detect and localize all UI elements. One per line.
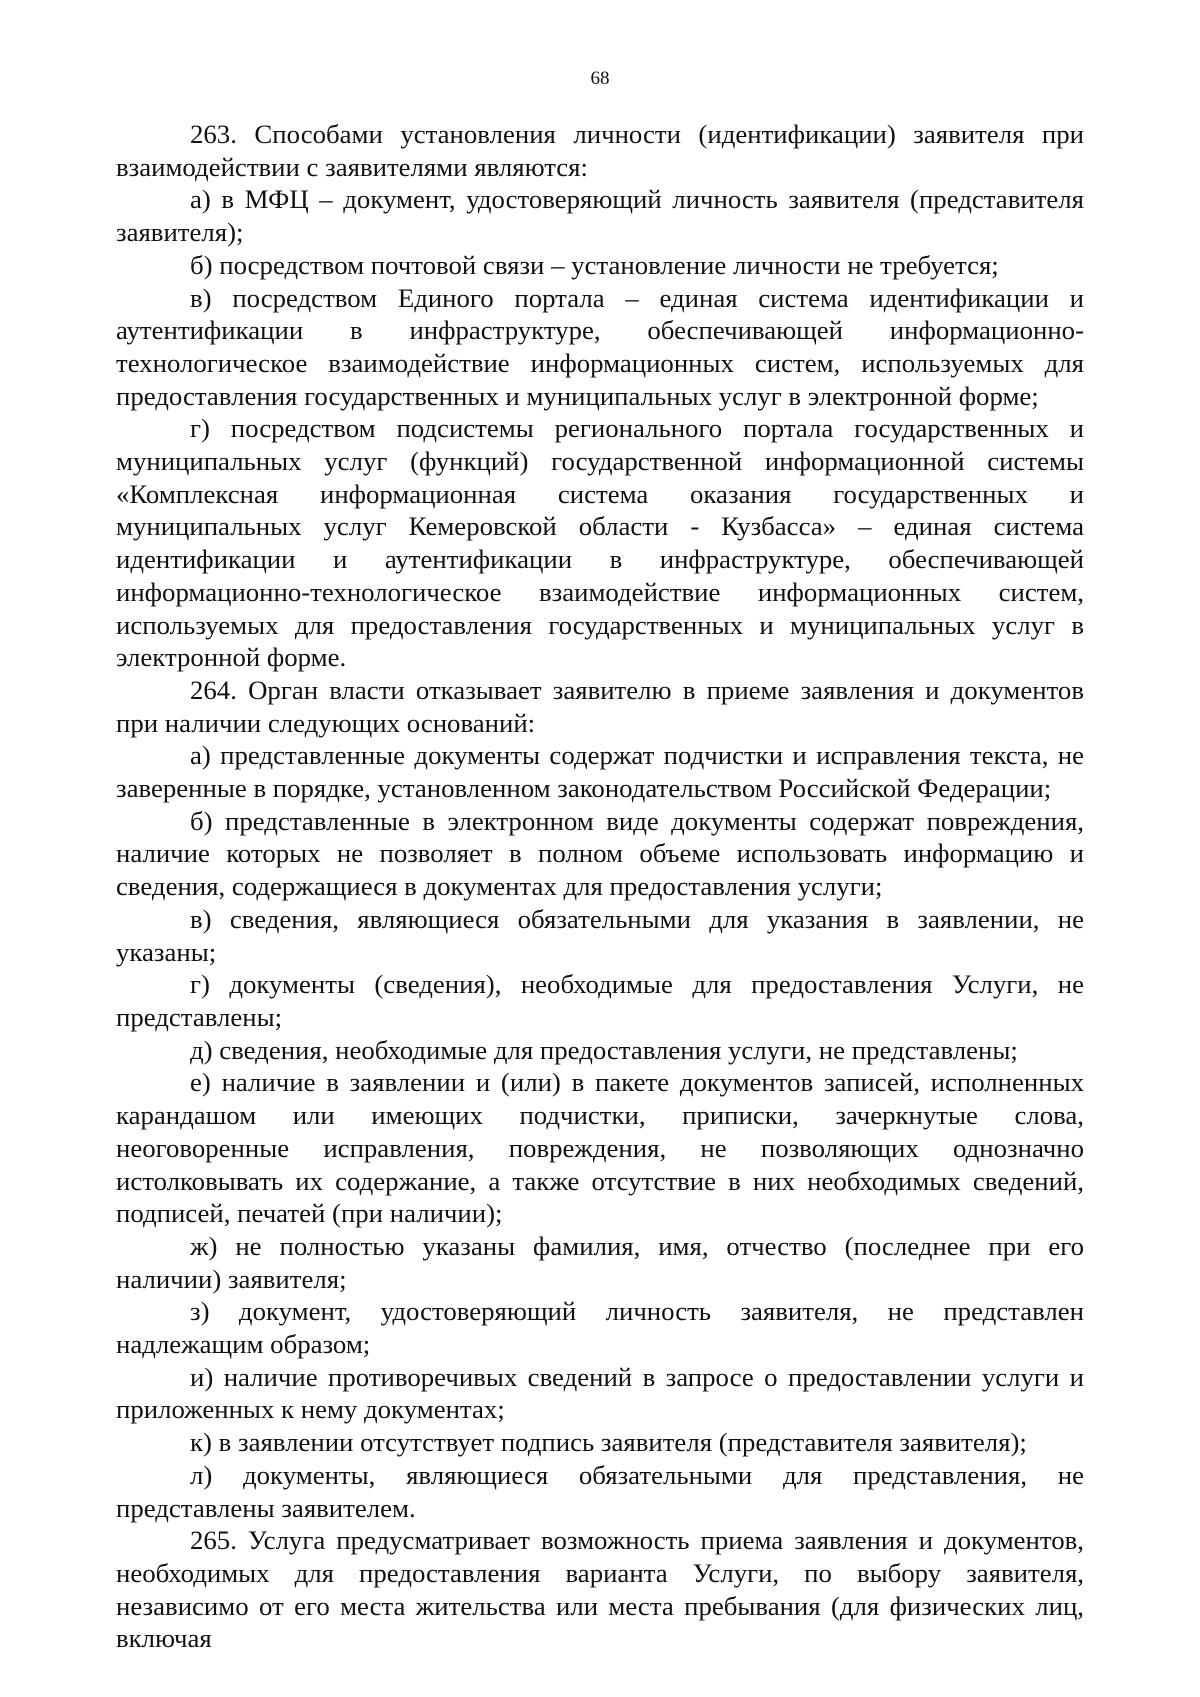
list-item-264-l: л) документы, являющиеся обязательными для представления, не представлены заявителем. (116, 1459, 1084, 1523)
list-item-264-b: б) представленные в электронном виде документы содержат повреждения, наличие которых не позволяет в полном объеме использовать информацию и сведения, содержащиеся в документах для предоставления услуги; (116, 805, 1084, 902)
paragraph-263: 263. Способами установления личности (идентификации) заявителя при взаимодействии с заявителями являются: (116, 119, 1084, 182)
list-item-264-k: к) в заявлении отсутствует подпись заявителя (представителя заявителя); (190, 1427, 1027, 1458)
list-item-264-v: в) сведения, являющиеся обязательными для указания в заявлении, не указаны; (116, 903, 1084, 967)
list-item-263-v: в) посредством Единого портала – единая система идентификации и аутентификации в инфраструктуре, обеспечивающей информационно-технологическое взаимодействие информационных систем, используемых для предоставления государственных и муниципальных услуг в электронной форме; (116, 282, 1084, 411)
list-item-263-g: г) посредством подсистемы регионального портала государственных и муниципальных услуг (функций) государственной информационной системы «Комплексная информационная система оказания государственных и муниципальных услуг Кемеровской области - Кузбасса» – единая система идентификации и аутентификации в инфраструктуре, обеспечивающей информационно-технологическое взаимодействие информационных систем, используемых для предоставления государственных и муниципальных услуг в электронной форме. (116, 413, 1084, 673)
list-item-264-g: г) документы (сведения), необходимые для предоставления Услуги, не представлены; (116, 969, 1084, 1032)
paragraph-265: 265. Услуга предусматривает возможность приема заявления и документов, необходимых для предоставления варианта Услуги, по выбору заявителя, независимо от его места жительства или места пребывания (для физических лиц, включая (116, 1525, 1084, 1654)
list-item-264-a: а) представленные документы содержат подчистки и исправления текста, не заверенные в порядке, установленном законодательством Российской Федерации; (116, 740, 1084, 804)
list-item-264-i: и) наличие противоречивых сведений в запросе о предоставлении услуги и приложенных к нему документах; (116, 1361, 1084, 1425)
list-item-264-d: д) сведения, необходимые для предоставления услуги, не представлены; (190, 1034, 1018, 1065)
list-item-263-a: а) в МФЦ – документ, удостоверяющий личность заявителя (представителя заявителя); (116, 184, 1084, 248)
document-body (116, 118, 1084, 1655)
list-item-264-z: з) документ, удостоверяющий личность заявителя, не представлен надлежащим образом; (116, 1296, 1084, 1360)
list-item-263-b: б) посредством почтовой связи – установление личности не требуется; (190, 249, 999, 280)
page-number: 68 (590, 68, 610, 89)
list-item-264-zh: ж) не полностью указаны фамилия, имя, отчество (последнее при его наличии) заявителя; (116, 1230, 1084, 1294)
paragraph-264: 264. Орган власти отказывает заявителю в приеме заявления и документов при наличии следующих оснований: (116, 674, 1084, 738)
list-item-264-e: е) наличие в заявлении и (или) в пакете документов записей, исполненных карандашом или имеющих подчистки, приписки, зачеркнутые слова, неоговоренные исправления, повреждения, не позволяющих однозначно истолковывать их содержание, а также отсутствие в них необходимых сведений, подписей, печатей (при наличии); (116, 1067, 1084, 1229)
